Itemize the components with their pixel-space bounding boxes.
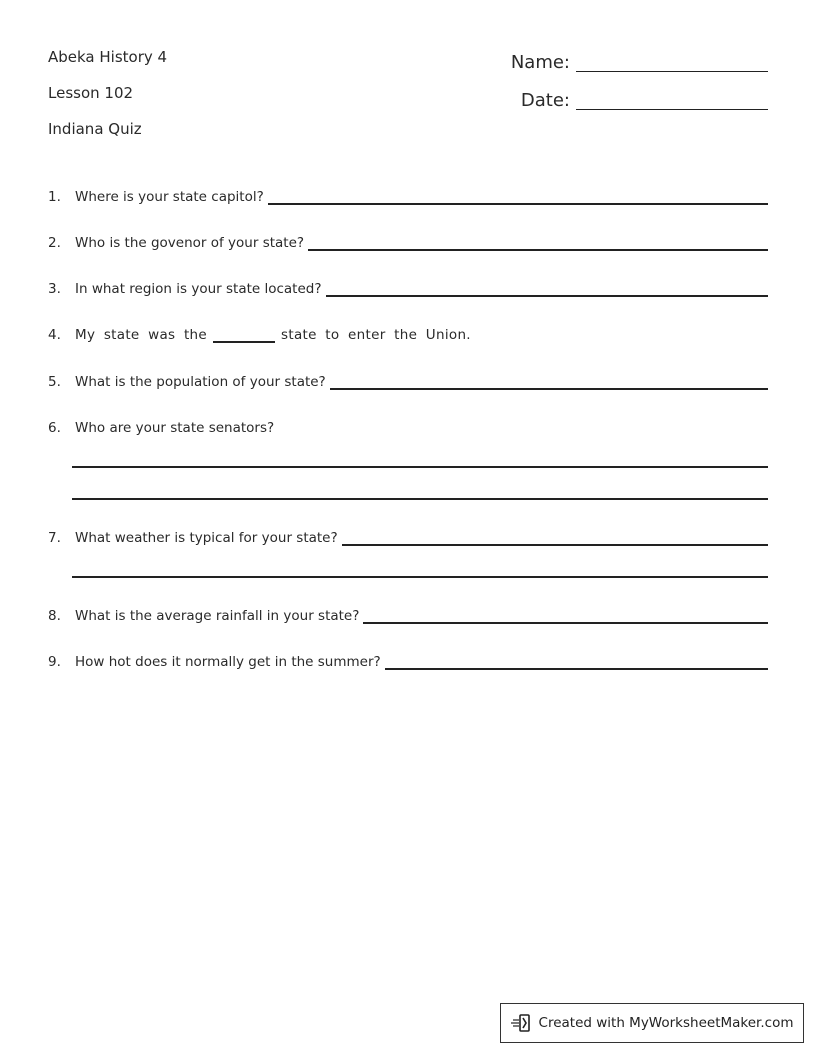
- name-field: [500, 53, 768, 73]
- question-text-after: state to enter the Union.: [281, 327, 471, 343]
- question-3: [48, 281, 768, 297]
- question-9: [48, 654, 768, 670]
- answer-line[interactable]: [72, 576, 768, 578]
- question-number: 9.: [48, 654, 61, 670]
- question-text: How hot does it normally get in the summer?: [75, 654, 381, 670]
- footer-text: Created with MyWorksheetMaker.com: [538, 1015, 794, 1031]
- date-label: Date:: [520, 90, 570, 111]
- question-1: [48, 189, 768, 205]
- answer-line[interactable]: [308, 248, 768, 251]
- name-blank-line[interactable]: [576, 70, 768, 72]
- name-label: Name:: [510, 52, 570, 73]
- question-number: 5.: [48, 374, 61, 390]
- question-number: 4.: [48, 327, 61, 343]
- question-4: [48, 327, 768, 343]
- question-7: [48, 530, 768, 546]
- question-text: Who are your state senators?: [75, 420, 275, 436]
- question-number: 1.: [48, 189, 61, 205]
- question-number: 8.: [48, 608, 61, 624]
- question-5: [48, 374, 768, 390]
- worksheet-maker-logo-icon: [511, 1012, 533, 1034]
- question-number: 7.: [48, 530, 61, 546]
- course-title: Abeka History 4: [48, 48, 168, 66]
- question-number: 6.: [48, 420, 61, 436]
- answer-line[interactable]: [330, 387, 768, 390]
- answer-line[interactable]: [385, 667, 768, 670]
- created-with-badge[interactable]: [500, 1003, 804, 1043]
- question-number: 2.: [48, 235, 61, 251]
- answer-line[interactable]: [342, 543, 768, 546]
- question-number: 3.: [48, 281, 61, 297]
- question-text: What is the population of your state?: [75, 374, 326, 390]
- quiz-title: Indiana Quiz: [48, 120, 142, 138]
- question-text-before: My state was the: [75, 327, 208, 343]
- date-field: [500, 91, 768, 111]
- question-text: In what region is your state located?: [75, 281, 322, 297]
- question-6: [48, 420, 768, 436]
- lesson-number: Lesson 102: [48, 84, 134, 102]
- question-text: Where is your state capitol?: [75, 189, 264, 205]
- question-text: What is the average rainfall in your state?: [75, 608, 360, 624]
- answer-line[interactable]: [268, 202, 768, 205]
- question-2: [48, 235, 768, 251]
- inline-answer-blank[interactable]: [213, 340, 275, 343]
- answer-line[interactable]: [363, 621, 768, 624]
- question-text: Who is the govenor of your state?: [75, 235, 305, 251]
- date-blank-line[interactable]: [576, 108, 768, 110]
- answer-line[interactable]: [72, 498, 768, 500]
- answer-line[interactable]: [326, 294, 768, 297]
- question-8: [48, 608, 768, 624]
- answer-line[interactable]: [72, 466, 768, 468]
- question-text: What weather is typical for your state?: [75, 530, 338, 546]
